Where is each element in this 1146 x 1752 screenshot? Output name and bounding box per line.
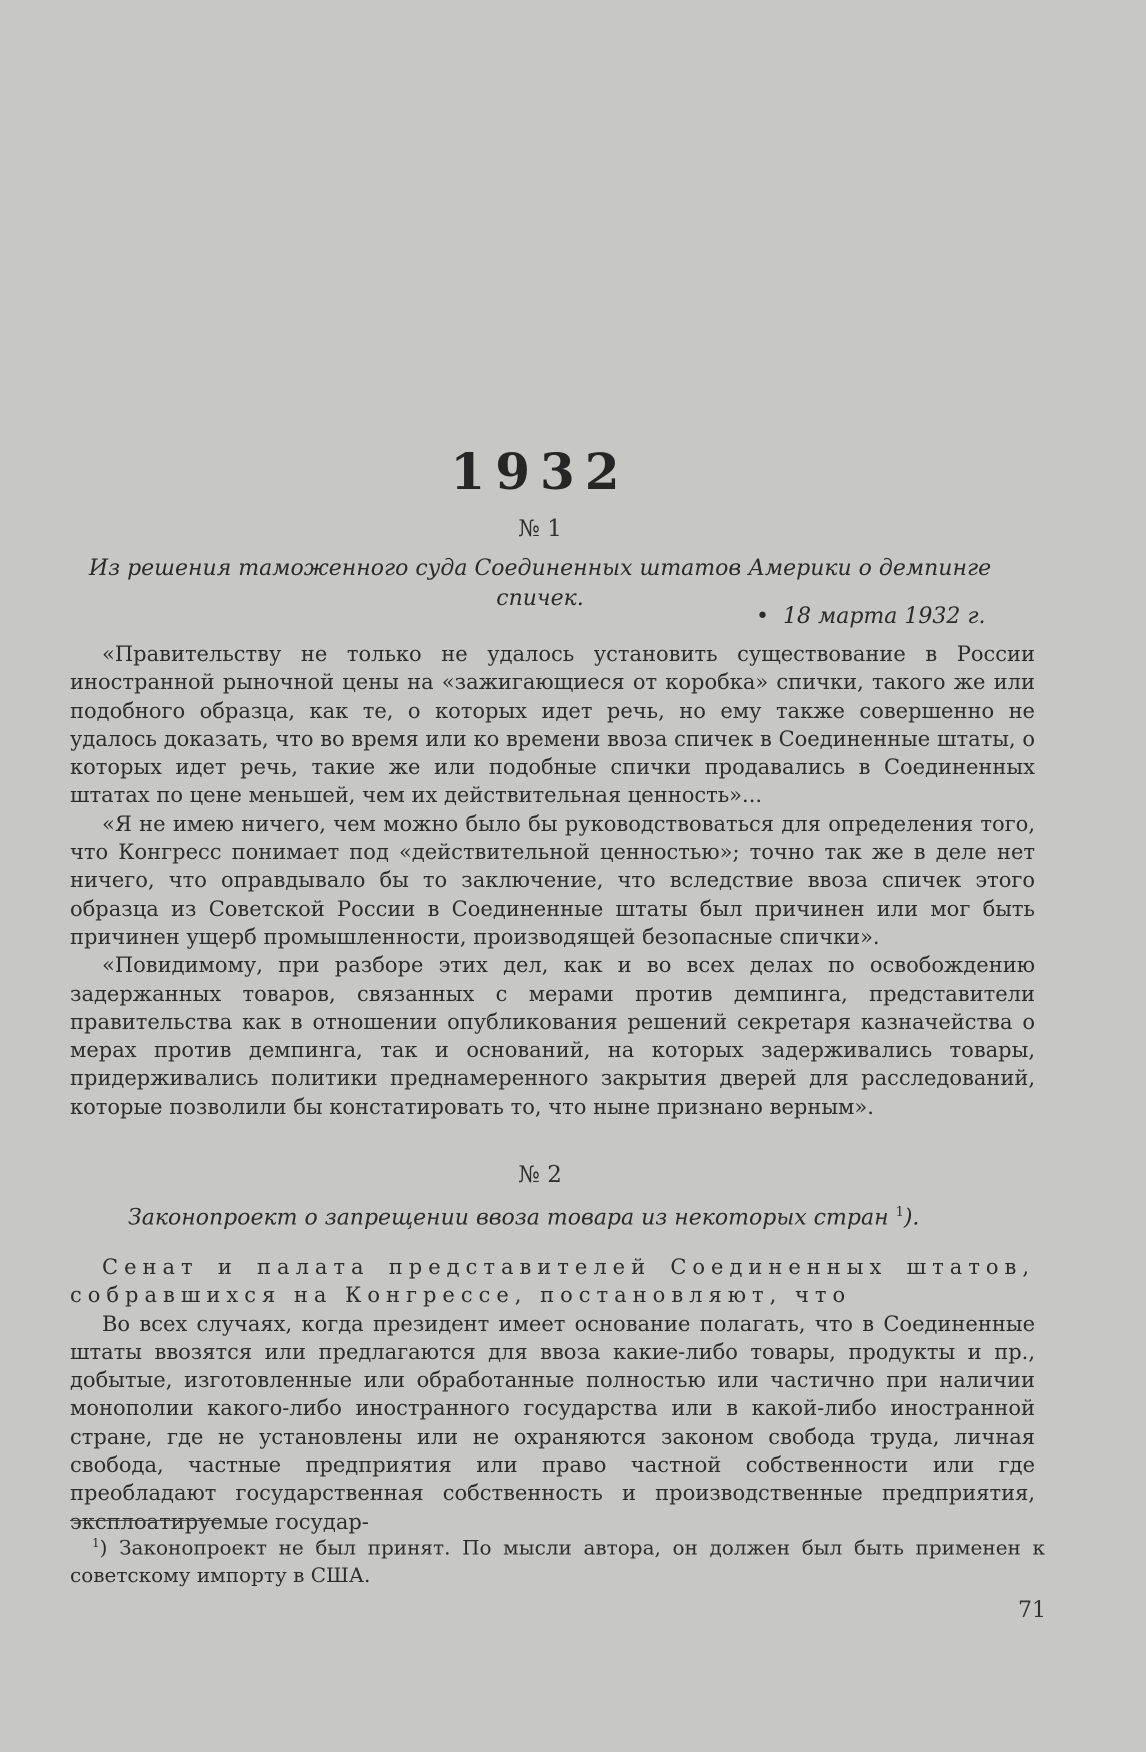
document-2-title-text: Законопроект о запрещении ввоза товара из некоторых стран: [128, 1205, 889, 1231]
footnote-divider: [70, 1520, 220, 1521]
document-1-title: Из решения таможенного суда Соединенных штатов Америки о демпинге спичек.: [88, 556, 992, 611]
document-2-title-end: ).: [903, 1205, 920, 1231]
document-1-body: [70, 640, 1035, 1121]
document-1-paragraph: «Повидимому, при разборе этих дел, как и во всех делах по освобождению задержанных товаров, связанных с мерами против демпинга, представители правительства как в отношении опубликования решений секретаря казначейства о мерах против демпинга, так и оснований, на которых задерживались товары, придерживались политики преднамеренного закрытия дверей для расследований, которые позволили бы констатировать то, что ныне признано верным».: [70, 953, 1035, 1119]
document-1-date-text: 18 марта 1932 г.: [782, 604, 986, 629]
document-2-paragraph: Во всех случаях, когда президент имеет основание полагать, что в Соединенные штаты ввозятся или предлагаются для ввоза какие-либо товары, продукты и пр., добытые, изготовленные или обработанные полностью или частично при наличии монополии какого-либо иностранного государства или в какой-либо иностранной стране, где не установлены или не охраняются законом свобода труда, личная свобода, частные предприятия или право частной собственности или где преобладают государственная собственность и производственные предприятия, эксплоатируемые государ-: [70, 1311, 1035, 1534]
footnote-reference: 1: [895, 1205, 904, 1220]
document-1-number: № 1: [518, 516, 562, 542]
document-2-number: № 2: [518, 1162, 562, 1188]
document-2-body: [70, 1253, 1035, 1536]
document-2-title: [128, 1205, 1008, 1230]
page-number: 71: [1018, 1598, 1046, 1623]
document-1-paragraph: «Я не имею ничего, чем можно было бы руководствоваться для определения того, что Конгресс понимает под «действительной ценностью»; точно так же в деле нет ничего, что оправдывало бы то заключение, что вследствие ввоза спичек этого образца из Советской России в Соединенные штаты был причинен или мог быть причинен ущерб промышленности, производящей безопасные спички».: [70, 811, 1035, 949]
footnote-text: Законопроект не был принят. По мысли автора, он должен был быть применен к советскому импорту в США.: [70, 1535, 1045, 1587]
document-1-paragraph: «Правительству не только не удалось установить существование в России иностранной рыночной цены на «зажигающиеся от коробка» спички, такого же или подобного образца, как те, о которых идет речь, но ему также совершенно не удалось доказать, что во время или ко времени ввоза спичек в Соединенные штаты, о которых идет речь, такие же или подобные спички продавались в Соединенных штатах по цене меньшей, чем их действительная ценность»...: [70, 642, 1035, 808]
footnote: $^1$) Законопроект не был принят. По мысли автора, он должен был быть применен к советскому импорту в США.: [70, 1535, 1045, 1587]
footnote-mark: 1: [92, 1536, 100, 1550]
year-heading: 1932: [450, 442, 630, 501]
document-1-date: • 18 марта 1932 г.: [756, 604, 986, 629]
document-2-intro: Сенат и палата представителей Соединенных штатов, собравшихся на Конгрессе, постановляют, что: [70, 1255, 1035, 1308]
